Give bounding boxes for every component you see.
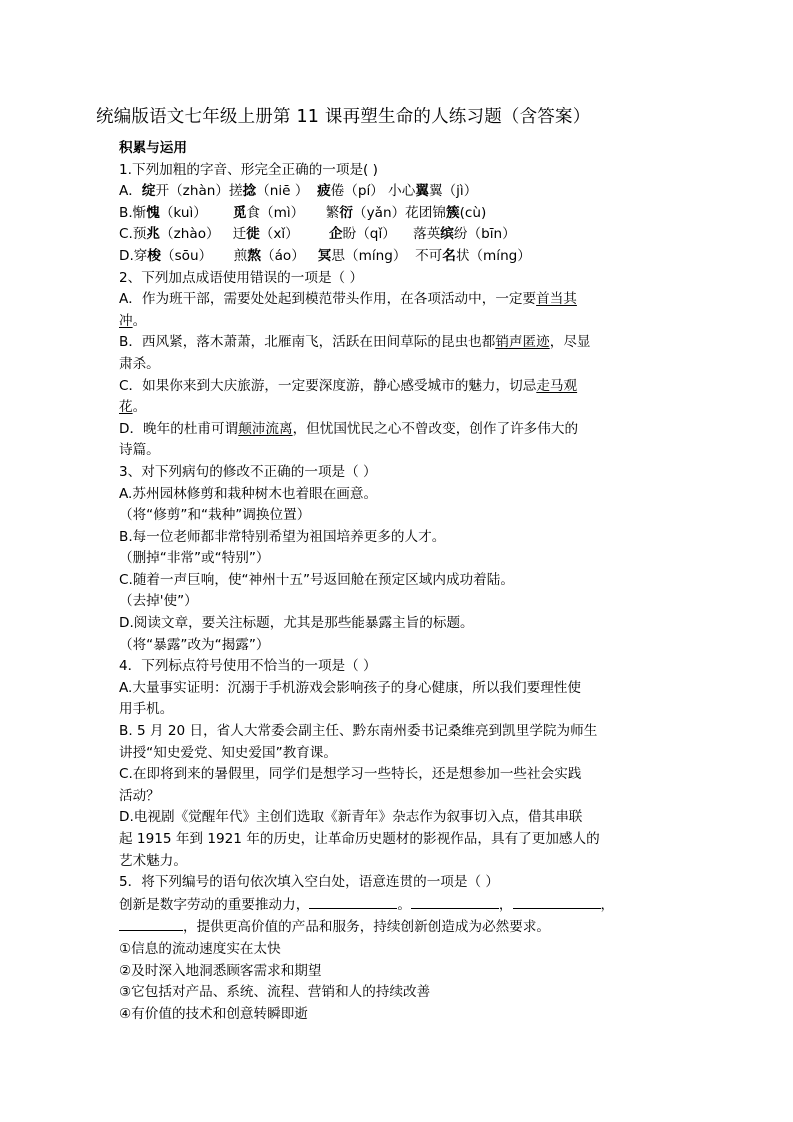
q5-option: ③它包括对产品、系统、流程、营销和人的持续改善 xyxy=(119,984,431,1001)
q1-option-a: A．绽开（zhàn）搓捻（niē ） 疲倦（pí） 小心翼翼（jì） xyxy=(119,183,478,200)
fill-blank-3[interactable] xyxy=(513,894,601,909)
q2-stem: 2、下列加点成语使用错误的一项是（ ） xyxy=(119,269,364,286)
q2-idiom-b: 销声匿迹 xyxy=(495,334,550,351)
q2-option-a-line1: A．作为班干部，需要处处起到模范带头作用，在各项活动中，一定要首当其 xyxy=(119,291,577,308)
q3-line: B.每一位老师都非常特别希望为祖国培养更多的人才。 xyxy=(119,528,446,545)
q3-line: C.随着一声巨响，使“神州十五”号返回舱在预定区域内成功着陆。 xyxy=(119,571,514,588)
q4-line: 艺术魅力。 xyxy=(119,852,187,869)
q4-line: D.电视剧《觉醒年代》主创们选取《新青年》杂志作为叙事切入点，借其串联 xyxy=(119,809,583,826)
q2-option-c-line2: 花。 xyxy=(119,399,147,416)
q4-line: 用手机。 xyxy=(119,701,174,718)
q3-line: A.苏州园林修剪和栽种树木也着眼在画意。 xyxy=(119,485,378,502)
q5-option: ①信息的流动速度实在太快 xyxy=(119,940,281,957)
q2-option-b-line2: 肃杀。 xyxy=(119,355,160,372)
fill-blank-2[interactable] xyxy=(411,894,499,909)
q3-line: D.阅读文章，要关注标题，尤其是那些能暴露主旨的标题。 xyxy=(119,615,474,632)
q4-line: A.大量事实证明：沉溺于手机游戏会影响孩子的身心健康，所以我们要理性使 xyxy=(119,679,581,696)
q5-option: ④有价值的技术和创意转瞬即逝 xyxy=(119,1005,308,1022)
q5-passage-line1: 创新是数字劳动的重要推动力， 。 ， ， xyxy=(119,894,674,917)
fill-blank-1[interactable] xyxy=(309,894,397,909)
q4-stem: 4．下列标点符号使用不恰当的一项是（ ） xyxy=(119,658,377,675)
q2-idiom-c: 走马观 xyxy=(536,377,578,394)
fill-blank-4[interactable] xyxy=(119,916,183,931)
q4-line: 起 1915 年到 1921 年的历史，让革命历史题材的影视作品，具有了更加感人的 xyxy=(119,831,600,847)
document-body xyxy=(119,138,674,1025)
q5-passage-line2: ，提供更高价值的产品和服务，持续创新创造成为必然要求。 xyxy=(119,916,674,939)
q2-idiom-a: 首当其 xyxy=(536,291,577,308)
q4-line: 活动？ xyxy=(119,787,160,804)
q2-option-c-line1: C．如果你来到大庆旅游，一定要深度游，静心感受城市的魅力，切忌走马观 xyxy=(119,377,578,394)
q2-option-b-line1: B．西风紧，落木萧萧，北雁南飞，活跃在田间草际的昆虫也都销声匿迹，尽显 xyxy=(119,334,591,351)
document-title: 统编版语文七年级上册第 11 课再塑生命的人练习题（含答案） xyxy=(96,107,591,127)
q2-idiom-d: 颠沛流离 xyxy=(238,420,293,437)
q2-option-d-line2: 诗篇。 xyxy=(119,442,160,459)
q4-line: C.在即将到来的暑假里，同学们是想学习一些特长，还是想参加一些社会实践 xyxy=(119,766,582,783)
q3-line: （将“修剪”和“栽种”调换位置） xyxy=(119,507,311,524)
q1-option-c: C.预兆（zhào） 迁徙（xǐ） 企盼（qǐ） 落英缤纷（bīn） xyxy=(119,226,516,243)
q5-option: ②及时深入地洞悉顾客需求和期望 xyxy=(119,962,322,979)
q1-option-b: B.惭愧（kuì） 觅食（mì） 繁衍（yǎn）花团锦簇(cù) xyxy=(119,204,487,221)
q3-line: （去掉'使”） xyxy=(119,593,198,610)
q3-line: （将“暴露”改为“揭露”） xyxy=(119,636,270,653)
q1-stem: 1.下列加粗的字音、形完全正确的一项是( ) xyxy=(119,161,378,178)
q5-stem: 5．将下列编号的语句依次填入空白处，语意连贯的一项是（ ） xyxy=(119,874,499,891)
q4-line: B. 5 月 20 日，省人大常委会副主任、黔东南州委书记桑维亮到凯里学院为师生 xyxy=(119,723,598,740)
q1-option-d: D.穿梭（sōu） 煎熬（áo） 冥思（míng） 不可名状（míng） xyxy=(119,247,531,264)
q4-line: 讲授“知史爱党、知史爱国”教育课。 xyxy=(119,744,337,761)
q3-line: （删掉“非常”或“特别”） xyxy=(119,550,270,567)
section-heading: 积累与运用 xyxy=(119,140,187,156)
q2-option-a-line2: 冲。 xyxy=(119,312,147,329)
q3-stem: 3、对下列病句的修改不正确的一项是（ ） xyxy=(119,463,377,480)
q2-option-d-line1: D．晚年的杜甫可谓颠沛流离，但忧国忧民之心不曾改变，创作了许多伟大的 xyxy=(119,420,579,437)
